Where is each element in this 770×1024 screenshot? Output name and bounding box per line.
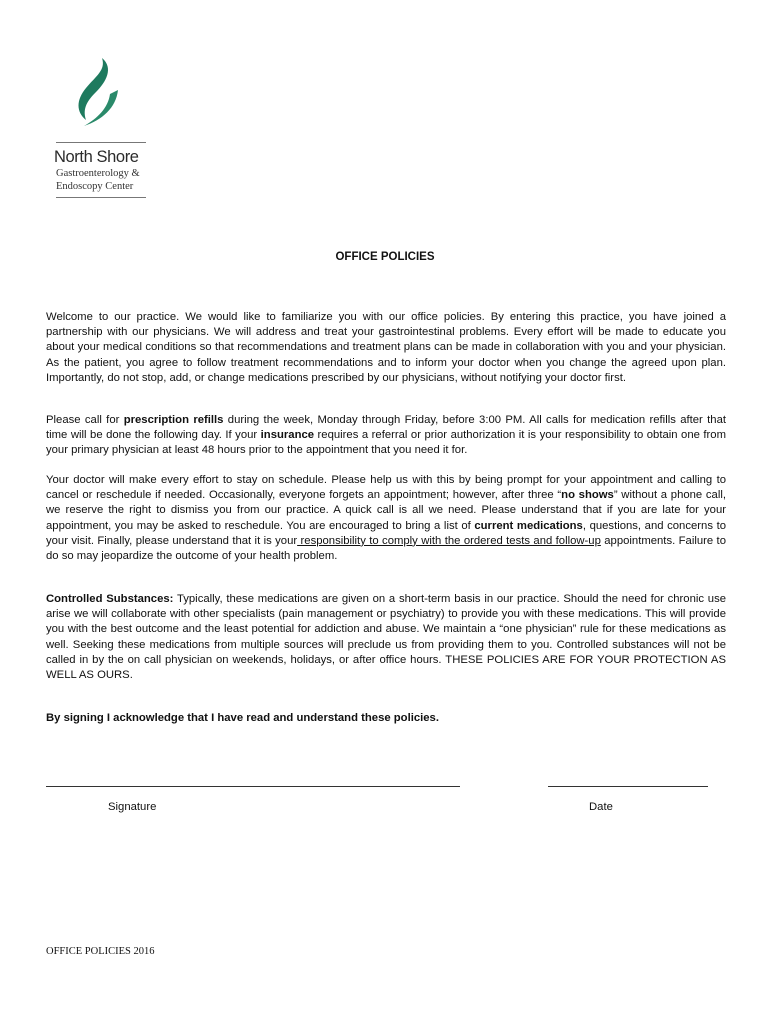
footer: OFFICE POLICIES 2016	[46, 946, 155, 957]
refills-text-e: requires a referral or prior authorization it is your responsibility to obtain one from your primary physician at least 48 hours prior to the appointment that you need it for.	[46, 429, 726, 457]
responsibility-underline: responsibility to comply with the ordered tests and follow-up	[297, 534, 601, 547]
logo-top-rule	[56, 142, 146, 143]
schedule-text-e: , questions, and concerns to your visit. Finally, please understand that it is your	[46, 519, 726, 547]
schedule-text-c: ” without a phone call, we reserve the right to dismiss you from our practice. A quick call is all we need. Please understand that if you are late for your appointment, you may be asked to reschedule. You are encouraged to bring a list of	[46, 489, 727, 532]
refills-text-c: during the week, Monday through Friday, before 3:00 PM. All calls for medication refills after that time will be done the following day. If your	[46, 414, 726, 442]
acknowledgement: By signing I acknowledge that I have read and understand these policies.	[46, 712, 439, 724]
schedule-paragraph	[46, 473, 726, 564]
refills-bold: prescription refills	[123, 414, 224, 426]
date-label: Date	[589, 801, 613, 813]
brand-name: North Shore	[54, 148, 139, 166]
refills-paragraph	[46, 413, 726, 459]
brand-subtitle-1: Gastroenterology &	[56, 168, 140, 179]
welcome-paragraph	[46, 310, 726, 386]
page-title: OFFICE POLICIES	[335, 251, 435, 263]
refills-text-a: Please call for	[46, 414, 124, 426]
welcome-text: Welcome to our practice. We would like to familiarize you with our office policies. By entering this practice, you have joined a partnership with our physicians. We will address and treat your gastrointestinal problems. Every effort will be made to educate you about your medical conditions so that recommendations and treatment plans can be made in collaboration with you and your physician. As the patient, you agree to follow treatment recommendations and to inform your doctor when you change the agreed upon plan. Importantly, do not stop, add, or change medications prescribed by our physicians, without notifying your doctor first.	[46, 311, 726, 384]
signature-line[interactable]	[46, 786, 460, 788]
controlled-substances-text: Typically, these medications are given on a short-term basis in our practice. Should the need for chronic use arise we will collaborate with other specialists (pain management or psychiatry) to provide you with these medications. This will provide you with the best outcome and the least potential for addiction and abuse. We maintain a “one physician” rule for these medications as well. Seeking these medications from multiple sources will preclude us from providing them to you. Controlled substances will not be called in by the on call physician on weekends, holidays, or after office hours. THESE POLICIES ARE FOR YOUR PROTECTION AS WELL AS OURS.	[46, 593, 726, 682]
schedule-text-a: Your doctor will make every effort to stay on schedule. Please help us with this by being prompt for your appointment and calling to cancel or reschedule if needed. Occasionally, everyone forgets an appointment; however, after three “	[46, 474, 726, 502]
practice-logo	[50, 54, 160, 204]
brand-subtitle-2: Endoscopy Center	[56, 181, 134, 192]
no-shows-bold: no shows	[561, 489, 614, 502]
insurance-bold: insurance	[260, 429, 315, 442]
date-line[interactable]	[548, 786, 708, 788]
controlled-substances-paragraph	[46, 592, 726, 683]
schedule-text-g: appointments. Failure to do so may jeopardize the outcome of your health problem.	[46, 534, 726, 563]
current-medications-bold: current medications	[474, 519, 583, 532]
signature-label: Signature	[108, 801, 157, 813]
leaf-icon	[66, 56, 126, 136]
logo-bottom-rule	[56, 197, 146, 198]
controlled-substances-heading: Controlled Substances:	[46, 593, 174, 605]
